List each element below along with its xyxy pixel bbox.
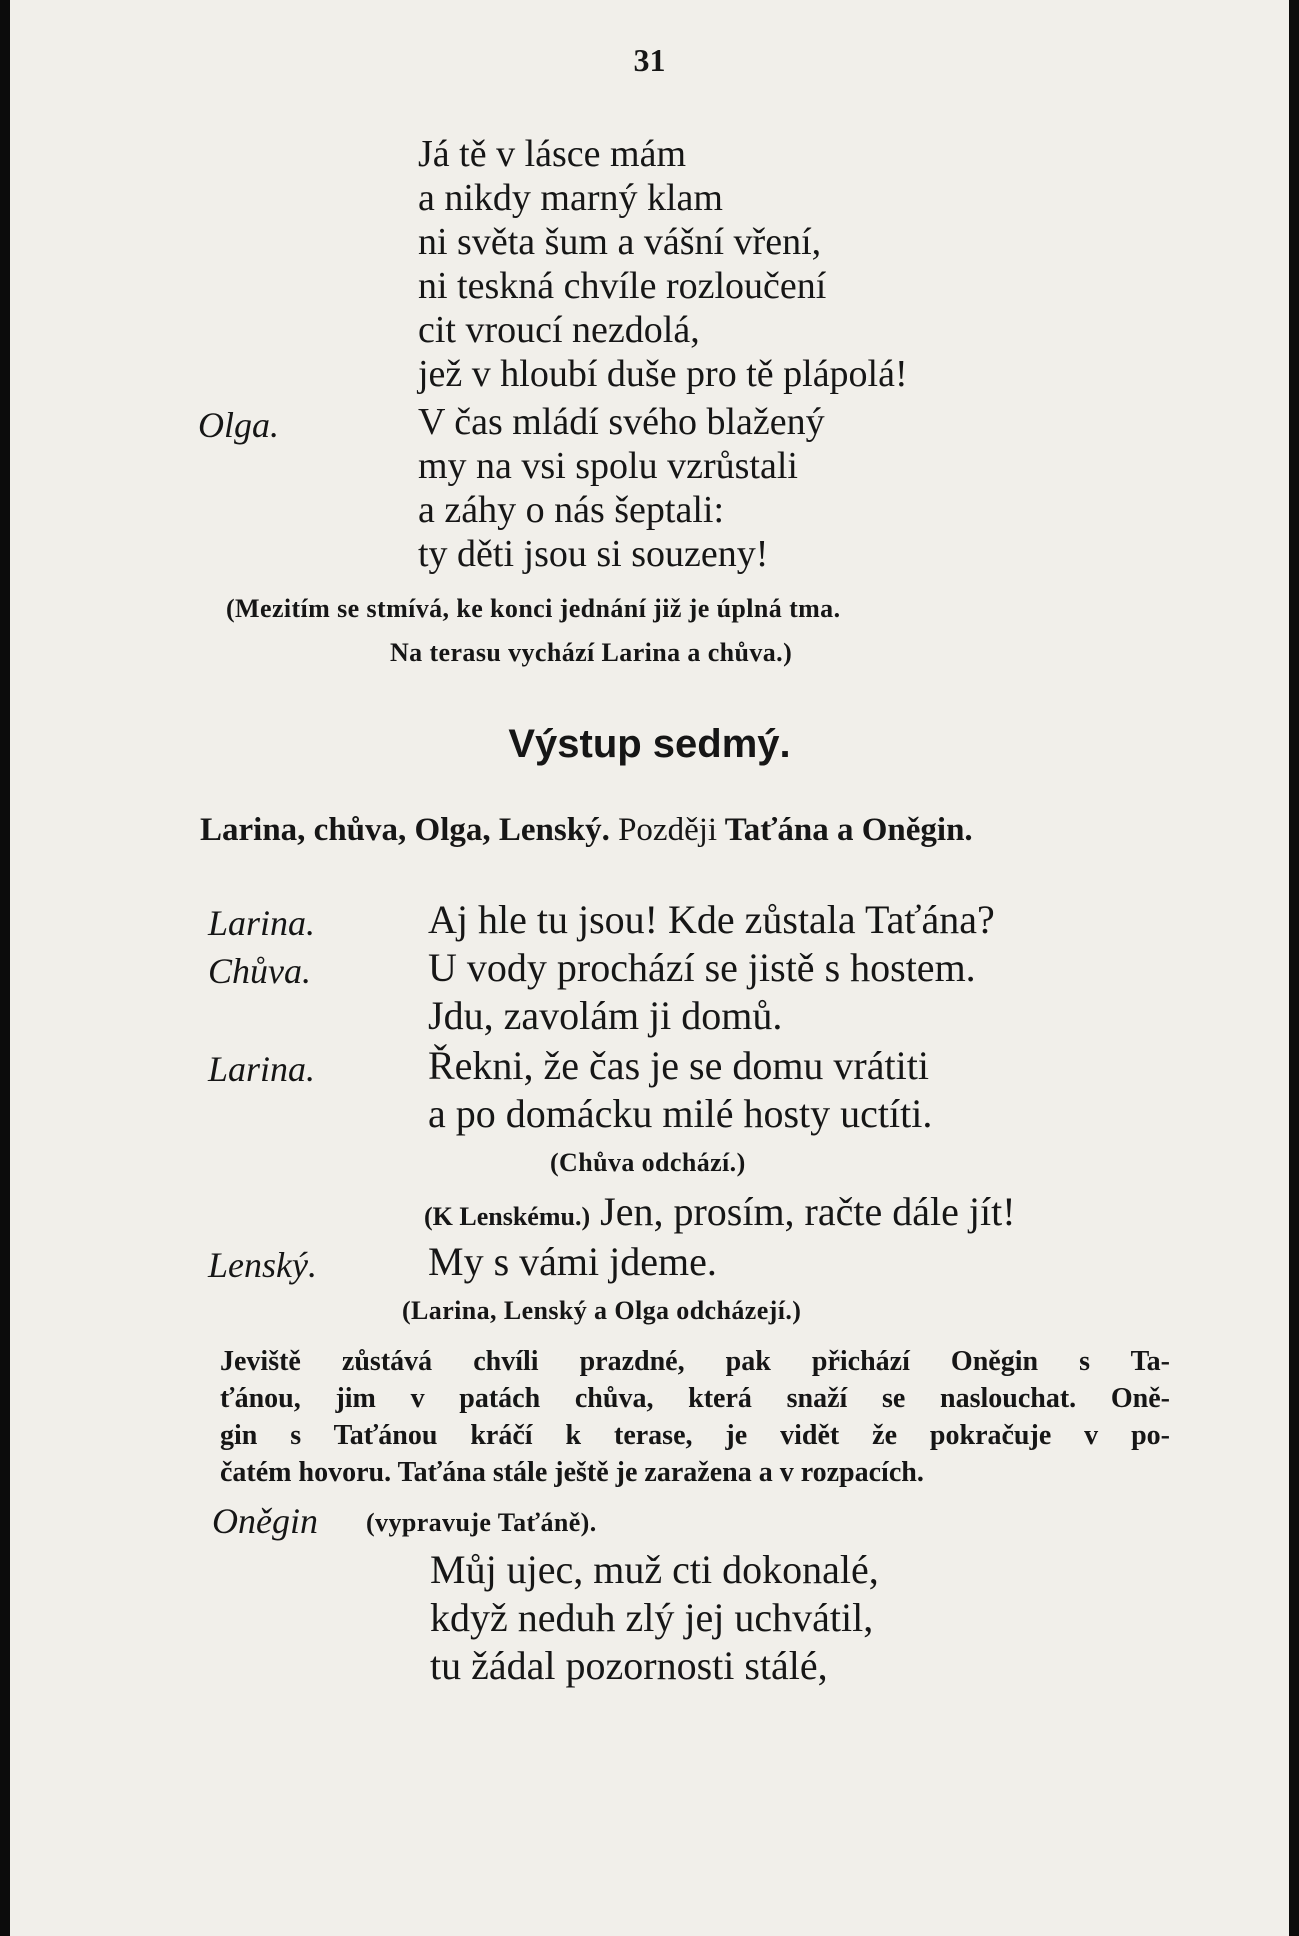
page-edge-left <box>0 0 10 1936</box>
verse-stanza-3 <box>430 1546 879 1690</box>
speaker-lensky: Lenský. <box>208 1245 317 1285</box>
dialogue-line: Jdu, zavolám ji domů. <box>428 993 783 1038</box>
paragraph-line: čatém hovoru. Taťána stále ještě je zaražena a v rozpacích. <box>220 1457 924 1488</box>
verse-line: V čas mládí svého blažený <box>418 401 825 443</box>
verse-line: a záhy o nás šeptali: <box>418 489 725 531</box>
verse-line: my na vsi spolu vzrůstali <box>418 445 798 487</box>
speaker-olga: Olga. <box>198 405 279 445</box>
verse-line: cit vroucí nezdolá, <box>418 309 700 351</box>
dialogue-line: My s vámi jdeme. <box>428 1239 717 1284</box>
dialogue-line <box>424 1188 1016 1235</box>
speaker-larina: Larina. <box>208 903 316 943</box>
dialogue-line: Řekni, že čas je se domu vrátiti <box>428 1043 929 1088</box>
speaker-onegin: Oněgin <box>212 1501 318 1541</box>
paragraph-line: Jeviště zůstává chvíli prazdné, pak přichází Oněgin s Ta- <box>220 1346 1170 1377</box>
verse-line: tu žádal pozornosti stálé, <box>430 1643 828 1688</box>
cast-list <box>200 812 973 849</box>
dialogue-line: Aj hle tu jsou! Kde zůstala Taťána? <box>428 897 995 942</box>
stage-direction: (Chůva odchází.) <box>550 1148 746 1177</box>
dialogue-line: U vody prochází se jistě s hostem. <box>428 945 976 990</box>
speaker-chuva: Chůva. <box>208 951 311 991</box>
verse-line: ty děti jsou si souzeny! <box>418 533 769 575</box>
scene-heading: Výstup sedmý. <box>508 722 791 766</box>
cast-later-names: Taťána a Oněgin. <box>724 812 973 848</box>
paragraph-line: gin s Taťánou kráčí k terase, je vidět že pokračuje v po- <box>220 1420 1170 1451</box>
verse-line: Můj ujec, muž cti dokonalé, <box>430 1547 879 1592</box>
dialogue-text: Jen, prosím, račte dále jít! <box>600 1189 1016 1234</box>
verse-stanza-2 <box>418 400 825 576</box>
verse-stanza-1 <box>418 132 908 396</box>
page-edge-right <box>1289 0 1299 1936</box>
verse-line: když neduh zlý jej uchvátil, <box>430 1595 874 1640</box>
stage-direction: (vypravuje Taťáně). <box>366 1508 597 1537</box>
cast-main: Larina, chůva, Olga, Lenský. <box>200 812 610 848</box>
page-number: 31 <box>633 42 666 78</box>
verse-line: Já tě v lásce mám <box>418 133 687 175</box>
inline-direction: (K Lenskému.) <box>424 1202 591 1231</box>
verse-line: a nikdy marný klam <box>418 177 723 219</box>
book-page <box>10 0 1289 1936</box>
stage-direction: (Mezitím se stmívá, ke konci jednání již je úplná tma. <box>226 594 841 623</box>
dialogue-line: a po domácku milé hosty uctíti. <box>428 1091 933 1136</box>
stage-direction-paragraph <box>220 1343 1170 1491</box>
stage-direction: Na terasu vychází Larina a chůva.) <box>390 638 793 667</box>
verse-line: jež v hloubí duše pro tě plápolá! <box>418 353 908 395</box>
cast-later-label: Později <box>618 812 718 848</box>
stage-direction: (Larina, Lenský a Olga odcházejí.) <box>402 1296 802 1325</box>
paragraph-line: ťánou, jim v patách chůva, která snaží se naslouchat. Oně- <box>220 1383 1170 1414</box>
verse-line: ni teskná chvíle rozloučení <box>418 265 827 307</box>
verse-line: ni světa šum a vášní vření, <box>418 221 822 263</box>
speaker-larina: Larina. <box>208 1049 316 1089</box>
